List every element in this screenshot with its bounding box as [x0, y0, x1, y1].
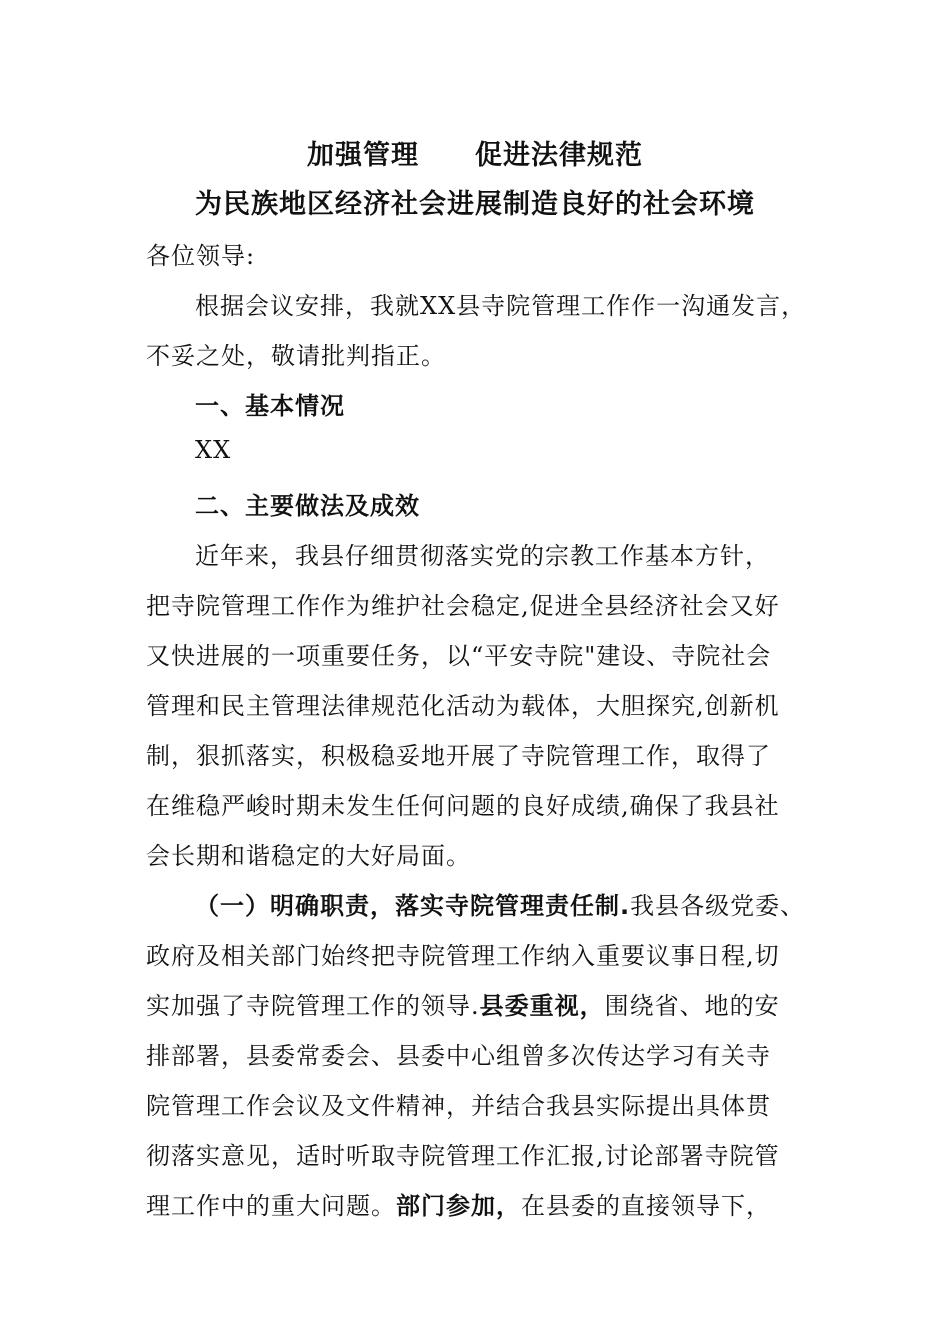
subsection-1-line-6: 彻落实意见，适时听取寺院管理工作汇报,讨论部署寺院管 [146, 1142, 780, 1170]
subsection-1-line-4: 排部署，县委常委会、县委中心组曾多次传达学习有关寺 [146, 1042, 771, 1070]
section-2-paragraph-line: 管理和民主管理法律规范化活动为载体，大胆探究,创新机 [146, 692, 780, 720]
subsection-1-line-1 [195, 886, 805, 921]
section-2-paragraph-line: 会长期和谐稳定的大好局面。 [146, 842, 471, 870]
subsection-1-line-2: 政府及相关部门始终把寺院管理工作纳入重要议事日程,切 [146, 942, 780, 970]
document-title-line-2: 为民族地区经济社会进展制造良好的社会环境 [195, 189, 755, 220]
section-1-heading: 一、基本情况 [195, 392, 345, 420]
section-2-paragraph-line: 又快进展的一项重要任务，以“平安寺院"建设、寺院社会 [146, 642, 772, 670]
section-2-heading: 二、主要做法及成效 [195, 492, 420, 520]
section-2-paragraph-line: 在维稳严峻时期未发生任何问题的良好成绩,确保了我县社 [146, 792, 780, 820]
subsection-1-text: 我县各级党委、 [630, 892, 806, 920]
section-2-paragraph-line: 把寺院管理工作作为维护社会稳定,促进全县经济社会又好 [146, 592, 780, 620]
subsection-1-heading: （一）明确职责，落实寺院管理责任制. [195, 892, 631, 920]
section-1-body: XX [195, 436, 232, 464]
subsection-1-text: 围绕省、地的安 [604, 992, 780, 1020]
intro-line-1: 根据会议安排，我就XX县寺院管理工作作一沟通发言， [195, 292, 807, 320]
subsection-1-emphasis: 县委重视， [479, 992, 605, 1020]
subsection-1-line-3 [146, 986, 780, 1021]
subsection-1-emphasis: 部门参加， [396, 1192, 521, 1220]
subsection-1-text: 在县委的直接领导下， [521, 1192, 771, 1220]
intro-line-2: 不妥之处，敬请批判指正。 [146, 342, 446, 370]
subsection-1-line-5: 院管理工作会议及文件精神，并结合我县实际提出具体贯 [146, 1092, 771, 1120]
subsection-1-line-7 [146, 1186, 771, 1221]
subsection-1-text: 实加强了寺院管理工作的领导. [146, 992, 480, 1020]
section-2-paragraph-line: 近年来，我县仔细贯彻落实党的宗教工作基本方针， [195, 542, 770, 570]
document-title-line-1: 加强管理 促进法律规范 [307, 140, 643, 171]
subsection-1-text: 理工作中的重大问题。 [146, 1192, 396, 1220]
salutation: 各位领导: [146, 242, 256, 270]
section-2-paragraph-line: 制，狠抓落实，积极稳妥地开展了寺院管理工作，取得了 [146, 742, 771, 770]
